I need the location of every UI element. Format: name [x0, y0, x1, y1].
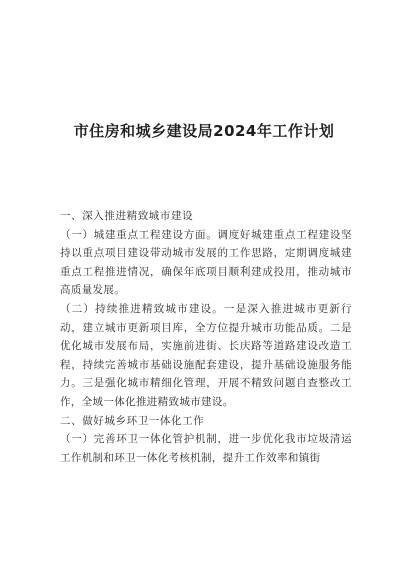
paragraph-1: （一）城建重点工程建设方面。调度好城建重点工程建设坚持以重点项目建设带动城市发展的工作思路，定期调度城建重点工程推进情况，确保年底项目顺利建成投用，推动城市高质量发展。 — [60, 228, 352, 297]
paragraph-3: （一）完善环卫一体化管护机制，进一步优化我市垃圾清运工作机制和环卫一体化考核机制，提升工作效率和镇街 — [60, 433, 352, 464]
paragraph-2: （二）持续推进精致城市建设。一是深入推进城市更新行动，建立城市更新项目库，全方位提升城市功能品质。二是优化城市发展布局，实施前进街、长庆路等道路建设改造工程，持续完善城市基础设施配套建设，提升基础设施服务能力。三是强化城市精细化管理，开展不精致问题自查整改工作，全域一体化推进精致城市建设。 — [60, 302, 352, 408]
section-heading-2: 二、做好城乡环卫一体化工作 — [60, 414, 205, 427]
document-body — [60, 207, 352, 467]
document-title: 市住房和城乡建设局2024年工作计划 — [73, 122, 335, 140]
section-heading-1: 一、深入推进精致城市建设 — [60, 210, 194, 222]
